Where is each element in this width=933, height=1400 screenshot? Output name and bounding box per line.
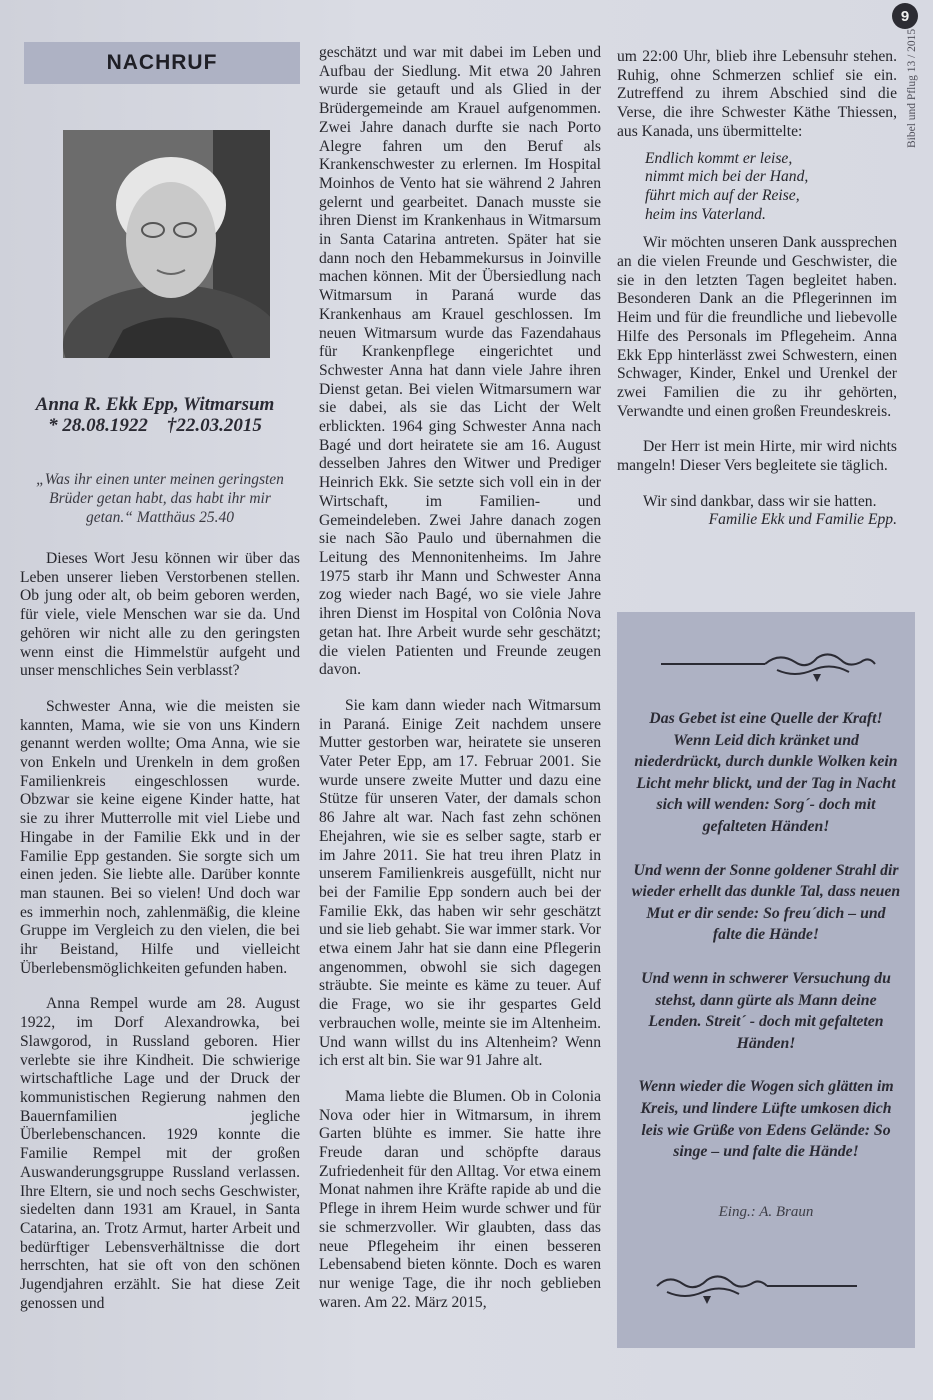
poem-box	[617, 612, 915, 1348]
page-number-badge: 9	[892, 3, 918, 29]
verse-line: nimmt mich bei der Hand,	[645, 168, 809, 186]
paragraph: Wir möchten unseren Dank aussprechen an die vielen Freunde und Geschwister, die sie in den letzten Tagen begleitet haben. Besonderen Dank an die Pflegerinnen im Heim und für die freundliche und liebevolle Hilfe des Personals im Pflegeheim. Anna Ekk Epp hinterlässt zwei Schwestern, einen Schwager, Kinder, Enkel und Urenkel der zwei Familien die zu ihr gehörten, Verwandte und einen großen Freundeskreis.	[617, 234, 897, 420]
poem-stanza: Und wenn der Sonne goldener Strahl dir wieder erhellt das dunkle Tal, dass neuen Mut er dir sende: So freu´dich – und falte die Hände!	[631, 861, 901, 944]
text-column-2	[319, 44, 601, 1312]
poem-author: Eing.: A. Braun	[718, 1204, 814, 1220]
bottom-ornament-icon	[617, 1266, 915, 1306]
poem-stanza: Wenn wieder die Wogen sich glätten im Kreis, und lindere Lüfte umkosen dich leis wie Grüße von Edens Gelände: So singe – und falte die Hände!	[638, 1078, 894, 1161]
text-column-1	[20, 550, 300, 1313]
paragraph: Dieses Wort Jesu können wir über das Leben unserer lieben Verstorbenen stellen. Ob jung oder alt, ob beim geboren werden, für viele, viele Menschen war sie da. Und gehören wir nicht alle zu den geringsten wenn einst die Himmelstür aufgeht und unser menschliches Sein verblasst?	[20, 550, 300, 680]
poem-stanza: Das Gebet ist eine Quelle der Kraft! Wenn Leid dich kränket und niederdrückt, durch dunkle Wolken kein Licht mehr blickt, und der Tag in Nacht sich will wenden: Sorg´- doch mit gefalteten Händen!	[634, 710, 898, 835]
paragraph: Sie kam dann wieder nach Witmarsum in Paraná. Einige Zeit nachdem unsere Mutter gestorben war, heiratete sie unseren Vater Peter Epp, am 17. Februar 2001. Sie wurde unsere zweite Mutter und dazu eine Stütze für unseren Vater, der damals schon 86 Jahre alt war. Nach fast zehn schönen Ehejahren, wie sie es selber sagte, starb er im Jahre 2011. Sie hat treu ihren Platz in unserem Familienkreis ausgefüllt, nicht nur bei der Familie Epp sondern auch bei der Familie Ekk, das haben wir sehr geschätzt und sie lieb gehabt. Sie war immer stark. Vor etwa einem Jahr hat sie dann eine Pflegerin angenommen, obwohl sie sich dagegen sträubte. Sie meinte es käme zu teuer. Auf die Frage, wo sie ihr gespartes Geld verbrauchen wolle, meinte sie im Altenheim. Und wann willst du ins Altenheim? Wenn ich erst alt bin. Sie war 91 Jahre alt.	[319, 696, 601, 1070]
person-name-block	[20, 394, 290, 436]
paragraph: Anna Rempel wurde am 28. August 1922, im Dorf Alexandrowka, bei Slawgorod, in Russland geboren. Hier verlebte sie ihre Kindheit. Die schwierige wirtschaftliche Lage und der Druck der kommunistischen Regierung nahmen den Bauernfamilien jegliche Überlebenschancen. 1929 konnte die Familie Rempel mit der großen Auswanderungsgruppe Russland verlassen. Ihre Eltern, sie und noch sechs Geschwister, siedelten dann 1931 am Krauel, in Santa Catarina, an. Trotz Armut, harter Arbeit und bedürftiger Lebensverhältnisse die dort herrschten, hat sie oft von den schönen Jugendjahren erzählt. Sie hat diese Zeit genossen und	[20, 995, 300, 1312]
paragraph: Der Herr ist mein Hirte, mir wird nichts mangeln! Dieser Vers begleitete sie täglich.	[617, 438, 897, 475]
family-signature: Familie Ekk und Familie Epp.	[708, 511, 897, 529]
person-dates: * 28.08.1922 †22.03.2015	[48, 415, 262, 436]
paragraph: Mama liebte die Blumen. Ob in Colonia Nova oder hier in Witmarsum, in ihrem Garten blühte es immer. Sie hatte ihre Freude daran und schöpfte daraus Zufriedenheit für den Alltag. Vor etwa einem Monat nahmen ihre Kräfte rapide ab und die Pflege in ihrem Heim wurde schwer und für sie schmerzvoller. Wir glaubten, dass das neue Pflegeheim ihr einen besseren Lebensabend bieten könnte. Doch es waren nur wenige Tage, die ihr noch geblieben waren. Am 22. März 2015,	[319, 1087, 601, 1311]
paragraph: geschätzt und war mit dabei im Leben und Aufbau der Siedlung. Mit etwa 20 Jahren wurde sie getauft und als Glied in der Brüdergemeinde am Krauel aufgenommen. Zwei Jahre danach durfte sie nach Porto Alegre fahren um den Beruf als Krankenschwester zu erlernen. Im Hospital Moinhos de Vento hat sie während 2 Jahren gelernt und gearbeitet. Danach musste sie ihren Dienst im Krankenhaus in Witmarsum in Santa Catarina antreten. Später hat sie dann noch den Hebammekursus in Joinville machen können. Mit der Übersiedlung nach Witmarsum in Paraná wurde das Krankenhaus am Krauel geschlossen. Im neuen Witmarsum wurde das Fazendahaus für Krankenpflege eingerichtet und Schwester Anna hat dann viele Jahre ihren Dienst getan. Bei vielen Witmarsumern war sie dabei, als sie das Licht der Welt erblickten. 1964 ging Schwester Anna nach Bagé und dort heiratete sie am 16. August desselben Jahres den Witwer und Prediger Heinrich Ekk. Sie setzte sich voll ein in der Wirtschaft, im Familien- und Gemeindeleben. Zwei Jahre danach zogen sie nach São Paulo und übernahmen die Leitung des Mennonitenheims. Im Jahre 1975 starb ihr Mann und Schwester Anna zog wieder nach Bagé, wo sie viele Jahre ihren Dienst im Hospital von Colônia Nova getan hat. Ihre Arbeit wurde sehr geschätzt; die vielen Patienten und Freunde zeugen davon.	[319, 44, 601, 679]
poem-text	[631, 708, 901, 1185]
paragraph: Wir sind dankbar, dass wir sie hatten.	[643, 492, 877, 510]
portrait-illustration	[63, 130, 270, 358]
section-title: NACHRUF	[106, 51, 218, 74]
verse-line: führt mich auf der Reise,	[645, 186, 800, 204]
paragraph: Schwester Anna, wie die meisten sie kannten, Mama, wie sie von uns Kindern genannt werden wollte; Oma Anna, wie sie von Enkeln und Urenkeln in dem großen Familienkreis eingeschlossen wurde. Obzwar sie keine eigene Kinder hatte, hat sie zu ihrer Mutterrolle mit viel Liebe und Hingabe in der Familie Ekk und in der Familie Epp gestanden. Sie sorgte sich um einen jeden. Sie liebte alle. Darüber konnte man staunen. Bei so vielen! Und doch war es immerhin noch, zahlenmäßig, die kleine Gruppe im Vergleich zu den vielen, die bei ihr Beistand, Hilfe und vielleicht Überlebensmöglichkeiten gefunden haben.	[20, 697, 300, 977]
verse-line: Endlich kommt er leise,	[645, 149, 793, 167]
text-column-3	[617, 48, 897, 530]
side-publication-label: Bibel und Pflug 13 / 2015	[906, 28, 918, 148]
poem-stanza: Und wenn in schwerer Versuchung du stehst, dann gürte als Mann deine Lenden. Streit´ - doch mit gefalteten Händen!	[641, 969, 891, 1052]
portrait-photo	[63, 130, 270, 358]
person-name: Anna R. Ekk Epp, Witmarsum	[35, 394, 275, 415]
bible-quote: „Was ihr einen unter meinen geringsten Brüder getan habt, das habt ihr mir getan.“ Matthäus 25.40	[36, 471, 284, 526]
top-ornament-icon	[617, 646, 915, 686]
paragraph: um 22:00 Uhr, blieb ihre Lebensuhr stehen. Ruhig, ohne Schmerzen schlief sie ein. Zutreffend zu ihrem Abschied sind die Verse, die ihre Schwester Käthe Thiessen, aus Kanada, uns übermittelte:	[617, 48, 897, 140]
verse-line: heim ins Vaterland.	[645, 205, 766, 223]
section-header	[24, 42, 300, 84]
farewell-verse	[645, 150, 897, 225]
